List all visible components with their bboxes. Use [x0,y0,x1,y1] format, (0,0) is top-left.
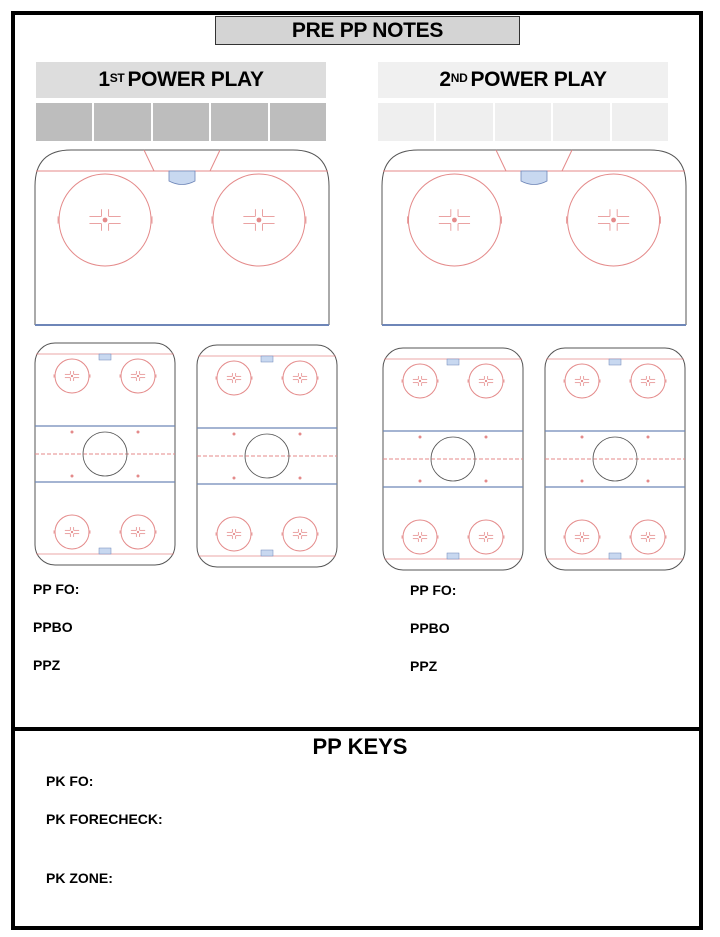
page-title: PRE PP NOTES [215,16,520,45]
second-pp-suffix: ND [450,71,468,85]
pp-zone-label: PPZ [410,658,438,674]
lineup-cell[interactable] [378,103,434,141]
first-pp-label: POWER PLAY [127,68,264,91]
full-rink-diagram[interactable] [544,347,686,571]
second-power-play-header [378,62,668,98]
first-pp-lineup-grid [36,103,326,141]
second-pp-ordinal: 2 [439,68,451,91]
pk-zone-label: PK ZONE: [46,870,113,886]
pp-faceoff-label: PP FO: [33,581,80,597]
second-pp-label: POWER PLAY [470,68,607,91]
first-pp-ordinal: 1 [98,68,110,91]
lineup-cell[interactable] [36,103,92,141]
first-power-play-header [36,62,326,98]
lineup-cell[interactable] [436,103,492,141]
section-divider [11,727,703,731]
lineup-cell[interactable] [553,103,609,141]
full-rink-diagram[interactable] [382,347,524,571]
full-rink-diagram[interactable] [34,342,176,566]
lineup-cell[interactable] [495,103,551,141]
lineup-cell[interactable] [211,103,267,141]
lineup-cell[interactable] [153,103,209,141]
pp-breakout-label: PPBO [410,620,450,636]
pk-forecheck-label: PK FORECHECK: [46,811,163,827]
pp-breakout-label: PPBO [33,619,73,635]
first-pp-suffix: ST [109,71,125,85]
pp-faceoff-label: PP FO: [410,582,457,598]
second-pp-lineup-grid [378,103,668,141]
half-rink-diagram[interactable] [34,148,330,330]
pk-faceoff-label: PK FO: [46,773,94,789]
lineup-cell[interactable] [612,103,668,141]
half-rink-diagram[interactable] [381,148,687,330]
full-rink-diagram[interactable] [196,344,338,568]
lineup-cell[interactable] [94,103,150,141]
pp-zone-label: PPZ [33,657,61,673]
lineup-cell[interactable] [270,103,326,141]
pp-keys-title: PP KEYS [312,734,408,759]
